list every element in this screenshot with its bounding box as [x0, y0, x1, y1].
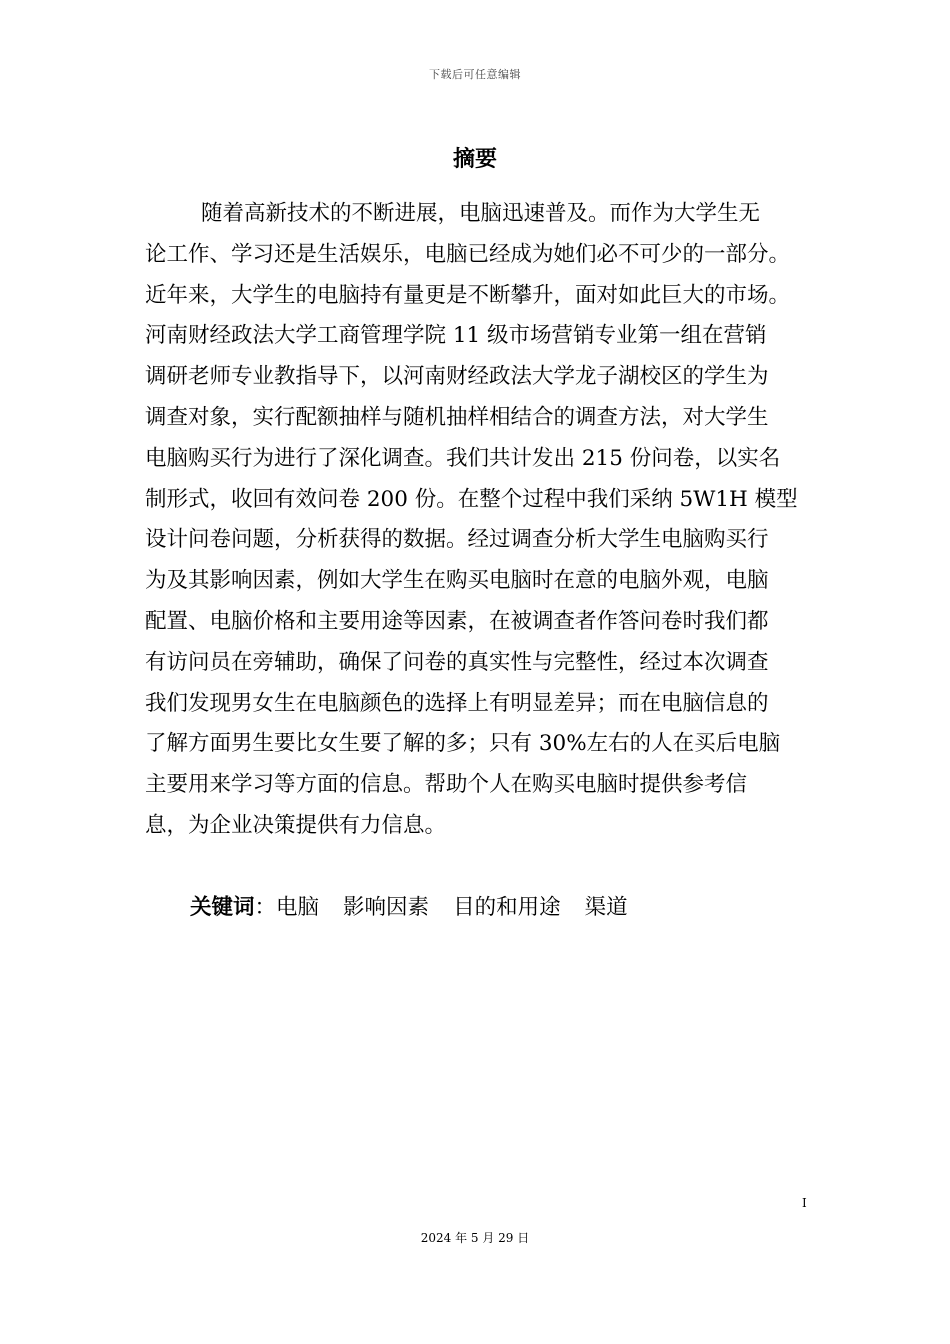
abstract-line: 电脑购买行为进行了深化调查。我们共计发出 215 份问卷，以实名 [145, 445, 781, 471]
keyword-item: 电脑 [276, 895, 320, 920]
abstract-line: 制形式，收回有效问卷 200 份。在整个过程中我们采纳 5W1H 模型 [145, 486, 798, 512]
keyword-item: 影响因素 [343, 895, 430, 920]
abstract-line: 有访问员在旁辅助，确保了问卷的真实性与完整性，经过本次调查 [145, 649, 769, 675]
page-header: 下载后可任意编辑 [429, 68, 521, 81]
abstract-line: 近年来，大学生的电脑持有量更是不断攀升，面对如此巨大的市场。 [145, 282, 791, 308]
page-number: I [802, 1196, 807, 1210]
keyword-item: 渠道 [584, 895, 628, 920]
footer-date: 2024 年 5 月 29 日 [420, 1231, 530, 1245]
abstract-line: 河南财经政法大学工商管理学院 11 级市场营销专业第一组在营销 [145, 323, 767, 349]
abstract-title: 摘要 [452, 147, 497, 172]
abstract-line: 调研老师专业教指导下，以河南财经政法大学龙子湖校区的学生为 [145, 364, 769, 390]
abstract-line: 配置、电脑价格和主要用途等因素，在被调查者作答问卷时我们都 [145, 608, 769, 634]
abstract-line: 为及其影响因素，例如大学生在购买电脑时在意的电脑外观，电脑 [145, 568, 769, 594]
keyword-item: 目的和用途 [453, 895, 561, 920]
abstract-line: 息，为企业决策提供有力信息。 [145, 812, 447, 838]
abstract-line: 我们发现男女生在电脑颜色的选择上有明显差异；而在电脑信息的 [145, 690, 769, 716]
abstract-line: 调查对象，实行配额抽样与随机抽样相结合的调查方法，对大学生 [145, 404, 769, 430]
abstract-body [145, 194, 835, 847]
abstract-line: 主要用来学习等方面的信息。帮助个人在购买电脑时提供参考信 [145, 772, 748, 798]
abstract-line: 设计问卷问题，分析获得的数据。经过调查分析大学生电脑购买行 [145, 527, 769, 553]
keywords-row [190, 888, 628, 928]
abstract-line: 随着高新技术的不断进展，电脑迅速普及。而作为大学生无 [201, 201, 761, 226]
abstract-line: 论工作、学习还是生活娱乐，电脑已经成为她们必不可少的一部分。 [145, 241, 791, 267]
keywords-separator: ： [254, 895, 277, 920]
abstract-line: 了解方面男生要比女生要了解的多；只有 30%左右的人在买后电脑 [145, 731, 781, 757]
keywords-label: 关键词 [190, 895, 255, 920]
